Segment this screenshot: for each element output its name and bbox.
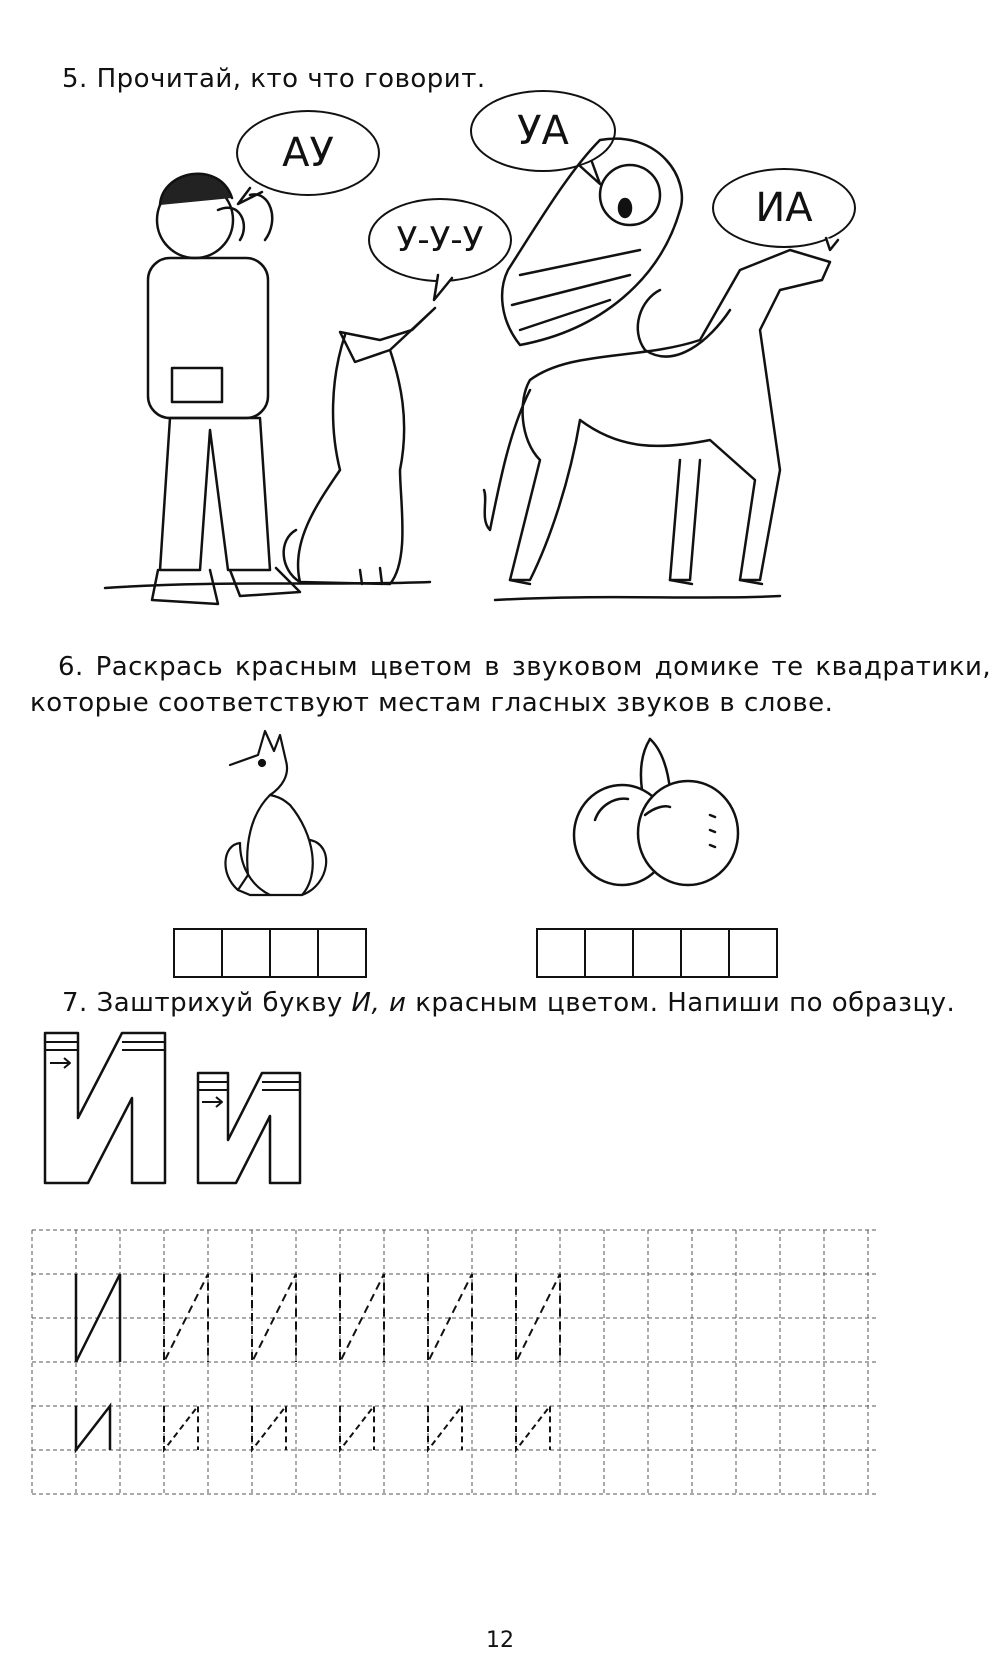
bubble-text-wolf: У-У-У xyxy=(396,220,484,260)
trace-small-i-row xyxy=(164,1406,550,1450)
task-6-line-2: которые соответствуют местам гласных звуков в слове. xyxy=(30,688,834,718)
wolf-icon xyxy=(284,308,435,584)
sound-box[interactable] xyxy=(271,930,319,976)
page-number: 12 xyxy=(486,1628,514,1653)
task-7-suffix: красным цветом. Напиши по образцу. xyxy=(406,988,956,1018)
plum-icon xyxy=(570,735,750,890)
task-6-line-1-comma: , xyxy=(982,652,992,682)
sound-house-plum[interactable] xyxy=(536,928,778,978)
outline-letters xyxy=(40,1028,320,1193)
sound-box[interactable] xyxy=(586,930,634,976)
capital-i-outline xyxy=(45,1033,165,1183)
task-7-prefix: 7. Заштрихуй букву xyxy=(62,988,352,1018)
sound-box[interactable] xyxy=(319,930,365,976)
bubble-text-donkey: ИА xyxy=(755,185,813,231)
boy-icon xyxy=(148,174,300,604)
sound-box[interactable] xyxy=(175,930,223,976)
fox-icon xyxy=(210,725,340,910)
task-7-letters: И, и xyxy=(351,988,407,1018)
sound-box[interactable] xyxy=(730,930,776,976)
bubble-text-baby: УА xyxy=(517,108,569,154)
sound-box[interactable] xyxy=(538,930,586,976)
bubble-text-boy: АУ xyxy=(282,130,334,176)
sound-box[interactable] xyxy=(223,930,271,976)
copybook-grid[interactable] xyxy=(30,1228,882,1500)
task-5-text: 5. Прочитай, кто что говорит. xyxy=(62,64,486,94)
sound-house-fox[interactable] xyxy=(173,928,367,978)
sound-box[interactable] xyxy=(634,930,682,976)
sound-box[interactable] xyxy=(682,930,730,976)
task-6-line-1-main: 6. Раскрась красным цветом в звуковом домике те квадратики xyxy=(58,652,983,682)
task-6-line-1 xyxy=(58,648,991,686)
illustration-scene xyxy=(100,100,900,620)
task-7-text xyxy=(62,984,955,1022)
sample-small-i xyxy=(76,1406,110,1450)
